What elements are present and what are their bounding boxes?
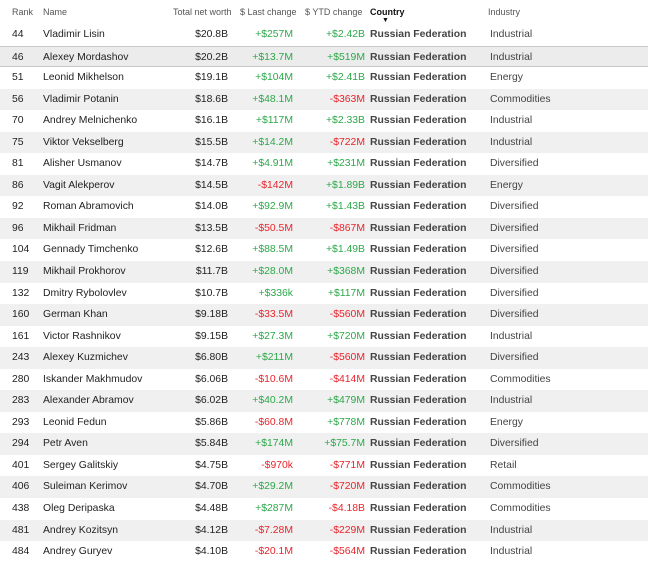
last-change-cell: -$60.8M — [254, 416, 293, 428]
rank-cell: 406 — [12, 481, 30, 493]
table-row[interactable] — [0, 326, 648, 348]
last-change-cell: +$174M — [255, 438, 293, 450]
country-cell: Russian Federation — [370, 438, 467, 450]
table-row[interactable] — [0, 541, 648, 563]
industry-cell: Industrial — [490, 395, 533, 407]
country-cell: Russian Federation — [370, 115, 467, 127]
last-change-cell: +$14.2M — [252, 136, 293, 148]
ytd-change-cell: -$771M — [329, 459, 365, 471]
industry-cell: Diversified — [490, 266, 539, 278]
country-cell: Russian Federation — [370, 93, 467, 105]
name-cell: Andrey Melnichenko — [43, 115, 138, 127]
country-cell: Russian Federation — [370, 158, 467, 170]
country-cell: Russian Federation — [370, 459, 467, 471]
net-worth-cell: $19.1B — [195, 72, 228, 84]
country-cell: Russian Federation — [370, 287, 467, 299]
rank-cell: 293 — [12, 416, 30, 428]
rank-cell: 51 — [12, 72, 24, 84]
rank-cell: 70 — [12, 115, 24, 127]
table-row[interactable] — [0, 89, 648, 111]
net-worth-cell: $10.7B — [195, 287, 228, 299]
net-worth-cell: $18.6B — [195, 93, 228, 105]
header-country[interactable]: Country — [370, 7, 405, 17]
header-rank[interactable]: Rank — [12, 7, 34, 17]
country-cell: Russian Federation — [370, 352, 467, 364]
country-cell: Russian Federation — [370, 179, 467, 191]
last-change-cell: +$287M — [255, 503, 293, 515]
name-cell: Dmitry Rybolovlev — [43, 287, 127, 299]
country-cell: Russian Federation — [370, 29, 467, 40]
table-header — [0, 0, 648, 24]
table-row[interactable] — [0, 261, 648, 283]
ytd-change-cell: +$778M — [327, 416, 365, 428]
rank-cell: 75 — [12, 136, 24, 148]
name-cell: Vladimir Lisin — [43, 29, 105, 40]
last-change-cell: -$10.6M — [254, 373, 293, 385]
country-cell: Russian Federation — [370, 222, 467, 234]
country-cell: Russian Federation — [370, 201, 467, 213]
industry-cell: Diversified — [490, 222, 539, 234]
industry-cell: Energy — [490, 416, 523, 428]
country-cell: Russian Federation — [370, 330, 467, 342]
rank-cell: 96 — [12, 222, 24, 234]
name-cell: Oleg Deripaska — [43, 503, 115, 515]
ytd-change-cell: +$720M — [327, 330, 365, 342]
rank-cell: 283 — [12, 395, 30, 407]
net-worth-cell: $14.0B — [195, 201, 228, 213]
last-change-cell: +$257M — [255, 29, 293, 40]
industry-cell: Industrial — [490, 330, 533, 342]
last-change-cell: +$48.1M — [252, 93, 293, 105]
last-change-cell: +$13.7M — [252, 51, 293, 63]
country-cell: Russian Federation — [370, 51, 467, 63]
last-change-cell: -$142M — [257, 179, 293, 191]
industry-cell: Industrial — [490, 115, 533, 127]
net-worth-cell: $6.02B — [195, 395, 228, 407]
rank-cell: 438 — [12, 503, 30, 515]
rank-cell: 81 — [12, 158, 24, 170]
last-change-cell: -$33.5M — [254, 309, 293, 321]
industry-cell: Diversified — [490, 158, 539, 170]
name-cell: Alexey Mordashov — [43, 51, 129, 63]
name-cell: Alexey Kuzmichev — [43, 352, 128, 364]
country-cell: Russian Federation — [370, 136, 467, 148]
ytd-change-cell: +$1.49B — [325, 244, 365, 256]
net-worth-cell: $16.1B — [195, 115, 228, 127]
last-change-cell: +$117M — [255, 115, 293, 127]
ytd-change-cell: +$2.42B — [325, 29, 365, 40]
ytd-change-cell: -$560M — [329, 352, 365, 364]
country-cell: Russian Federation — [370, 524, 467, 536]
net-worth-cell: $4.48B — [195, 503, 228, 515]
table-row[interactable] — [0, 347, 648, 369]
ytd-change-cell: -$4.18B — [328, 503, 365, 515]
sort-descending-icon: ▼ — [382, 17, 389, 24]
table-row[interactable] — [0, 476, 648, 498]
ytd-change-cell: +$2.41B — [325, 72, 365, 84]
industry-cell: Commodities — [490, 503, 551, 515]
net-worth-cell: $5.84B — [195, 438, 228, 450]
last-change-cell: +$336k — [258, 287, 293, 299]
net-worth-cell: $9.15B — [195, 330, 228, 342]
header-industry[interactable]: Industry — [488, 7, 521, 17]
net-worth-cell: $11.7B — [195, 266, 228, 278]
ytd-change-cell: +$231M — [327, 158, 365, 170]
rank-cell: 92 — [12, 201, 24, 213]
rank-cell: 161 — [12, 330, 30, 342]
industry-cell: Industrial — [490, 29, 533, 40]
rank-cell: 44 — [12, 29, 24, 40]
net-worth-cell: $14.5B — [195, 179, 228, 191]
table-row[interactable] — [0, 390, 648, 412]
ytd-change-cell: +$479M — [327, 395, 365, 407]
table-row[interactable] — [0, 498, 648, 520]
country-cell: Russian Federation — [370, 244, 467, 256]
rank-cell: 481 — [12, 524, 30, 536]
ytd-change-cell: +$117M — [327, 287, 365, 299]
industry-cell: Energy — [490, 179, 523, 191]
rank-cell: 56 — [12, 93, 24, 105]
table-row[interactable] — [0, 132, 648, 154]
rank-cell: 401 — [12, 459, 30, 471]
country-cell: Russian Federation — [370, 503, 467, 515]
industry-cell: Diversified — [490, 352, 539, 364]
table-row[interactable] — [0, 46, 648, 68]
name-cell: Gennady Timchenko — [43, 244, 139, 256]
ytd-change-cell: -$414M — [329, 373, 365, 385]
net-worth-cell: $4.70B — [195, 481, 228, 493]
industry-cell: Diversified — [490, 309, 539, 321]
header-ytd-change[interactable]: $ YTD change — [305, 7, 363, 17]
rank-cell: 243 — [12, 352, 30, 364]
country-cell: Russian Federation — [370, 395, 467, 407]
name-cell: Leonid Fedun — [43, 416, 107, 428]
ytd-change-cell: +$519M — [327, 51, 365, 63]
industry-cell: Commodities — [490, 93, 551, 105]
rank-cell: 46 — [12, 51, 24, 63]
net-worth-cell: $20.2B — [195, 51, 228, 63]
industry-cell: Industrial — [490, 136, 533, 148]
ytd-change-cell: -$867M — [329, 222, 365, 234]
last-change-cell: +$211M — [255, 352, 293, 364]
industry-cell: Industrial — [490, 546, 533, 558]
country-cell: Russian Federation — [370, 546, 467, 558]
ytd-change-cell: -$720M — [329, 481, 365, 493]
net-worth-cell: $6.06B — [195, 373, 228, 385]
table-row[interactable] — [0, 196, 648, 218]
table-row[interactable] — [0, 110, 648, 132]
rank-cell: 132 — [12, 287, 30, 299]
name-cell: Roman Abramovich — [43, 201, 134, 213]
industry-cell: Commodities — [490, 481, 551, 493]
industry-cell: Diversified — [490, 244, 539, 256]
last-change-cell: -$50.5M — [254, 222, 293, 234]
last-change-cell: +$104M — [255, 72, 293, 84]
industry-cell: Diversified — [490, 201, 539, 213]
name-cell: Sergey Galitskiy — [43, 459, 119, 471]
rank-cell: 484 — [12, 546, 30, 558]
net-worth-cell: $12.6B — [195, 244, 228, 256]
header-total-net-worth[interactable]: Total net worth — [173, 7, 232, 17]
net-worth-cell: $9.18B — [195, 309, 228, 321]
country-cell: Russian Federation — [370, 266, 467, 278]
ytd-change-cell: -$564M — [329, 546, 365, 558]
name-cell: Andrey Guryev — [43, 546, 113, 558]
ytd-change-cell: -$229M — [329, 524, 365, 536]
name-cell: Mikhail Fridman — [43, 222, 117, 234]
net-worth-cell: $4.12B — [195, 524, 228, 536]
header-last-change[interactable]: $ Last change — [240, 7, 297, 17]
name-cell: Mikhail Prokhorov — [43, 266, 126, 278]
country-cell: Russian Federation — [370, 309, 467, 321]
name-cell: Andrey Kozitsyn — [43, 524, 119, 536]
ytd-change-cell: -$363M — [329, 93, 365, 105]
table-row[interactable] — [0, 67, 648, 89]
rank-cell: 280 — [12, 373, 30, 385]
name-cell: Victor Rashnikov — [43, 330, 121, 342]
industry-cell: Diversified — [490, 287, 539, 299]
industry-cell: Energy — [490, 72, 523, 84]
table-row[interactable] — [0, 433, 648, 455]
ytd-change-cell: -$560M — [329, 309, 365, 321]
net-worth-cell: $15.5B — [195, 136, 228, 148]
last-change-cell: +$29.2M — [252, 481, 293, 493]
table-row[interactable] — [0, 412, 648, 434]
last-change-cell: +$40.2M — [252, 395, 293, 407]
ytd-change-cell: +$75.7M — [324, 438, 365, 450]
ytd-change-cell: +$1.89B — [325, 179, 365, 191]
net-worth-cell: $20.8B — [195, 29, 228, 40]
name-cell: Vladimir Potanin — [43, 93, 119, 105]
last-change-cell: -$970k — [261, 459, 293, 471]
table-row[interactable] — [0, 520, 648, 542]
table-row[interactable] — [0, 369, 648, 391]
rank-cell: 86 — [12, 179, 24, 191]
last-change-cell: +$92.9M — [252, 201, 293, 213]
rank-cell: 160 — [12, 309, 30, 321]
ytd-change-cell: +$368M — [327, 266, 365, 278]
net-worth-cell: $5.86B — [195, 416, 228, 428]
name-cell: Alexander Abramov — [43, 395, 134, 407]
header-name[interactable]: Name — [43, 7, 68, 17]
name-cell: Leonid Mikhelson — [43, 72, 124, 84]
name-cell: German Khan — [43, 309, 108, 321]
table-row[interactable] — [0, 239, 648, 261]
table-row[interactable] — [0, 153, 648, 175]
name-cell: Suleiman Kerimov — [43, 481, 128, 493]
last-change-cell: -$7.28M — [254, 524, 293, 536]
industry-cell: Diversified — [490, 438, 539, 450]
net-worth-cell: $4.10B — [195, 546, 228, 558]
table-row[interactable] — [0, 218, 648, 240]
last-change-cell: +$88.5M — [252, 244, 293, 256]
country-cell: Russian Federation — [370, 72, 467, 84]
country-cell: Russian Federation — [370, 416, 467, 428]
net-worth-cell: $4.75B — [195, 459, 228, 471]
country-cell: Russian Federation — [370, 373, 467, 385]
net-worth-cell: $6.80B — [195, 352, 228, 364]
name-cell: Iskander Makhmudov — [43, 373, 143, 385]
table-body — [0, 24, 648, 563]
table-row[interactable] — [0, 304, 648, 326]
industry-cell: Retail — [490, 459, 517, 471]
rank-cell: 294 — [12, 438, 30, 450]
net-worth-cell: $14.7B — [195, 158, 228, 170]
industry-cell: Industrial — [490, 51, 533, 63]
ytd-change-cell: +$1.43B — [325, 201, 365, 213]
last-change-cell: -$20.1M — [254, 546, 293, 558]
rank-cell: 119 — [12, 266, 29, 278]
ytd-change-cell: -$722M — [329, 136, 365, 148]
industry-cell: Commodities — [490, 373, 551, 385]
country-cell: Russian Federation — [370, 481, 467, 493]
net-worth-cell: $13.5B — [195, 222, 228, 234]
name-cell: Vagit Alekperov — [43, 179, 115, 191]
rank-cell: 104 — [12, 244, 30, 256]
last-change-cell: +$27.3M — [252, 330, 293, 342]
name-cell: Viktor Vekselberg — [43, 136, 124, 148]
table-row[interactable] — [0, 283, 648, 305]
table-row[interactable] — [0, 175, 648, 197]
industry-cell: Industrial — [490, 524, 533, 536]
name-cell: Petr Aven — [43, 438, 88, 450]
name-cell: Alisher Usmanov — [43, 158, 122, 170]
table-row[interactable] — [0, 455, 648, 477]
ytd-change-cell: +$2.33B — [325, 115, 365, 127]
last-change-cell: +$4.91M — [252, 158, 293, 170]
last-change-cell: +$28.0M — [252, 266, 293, 278]
table-row[interactable] — [0, 24, 648, 46]
